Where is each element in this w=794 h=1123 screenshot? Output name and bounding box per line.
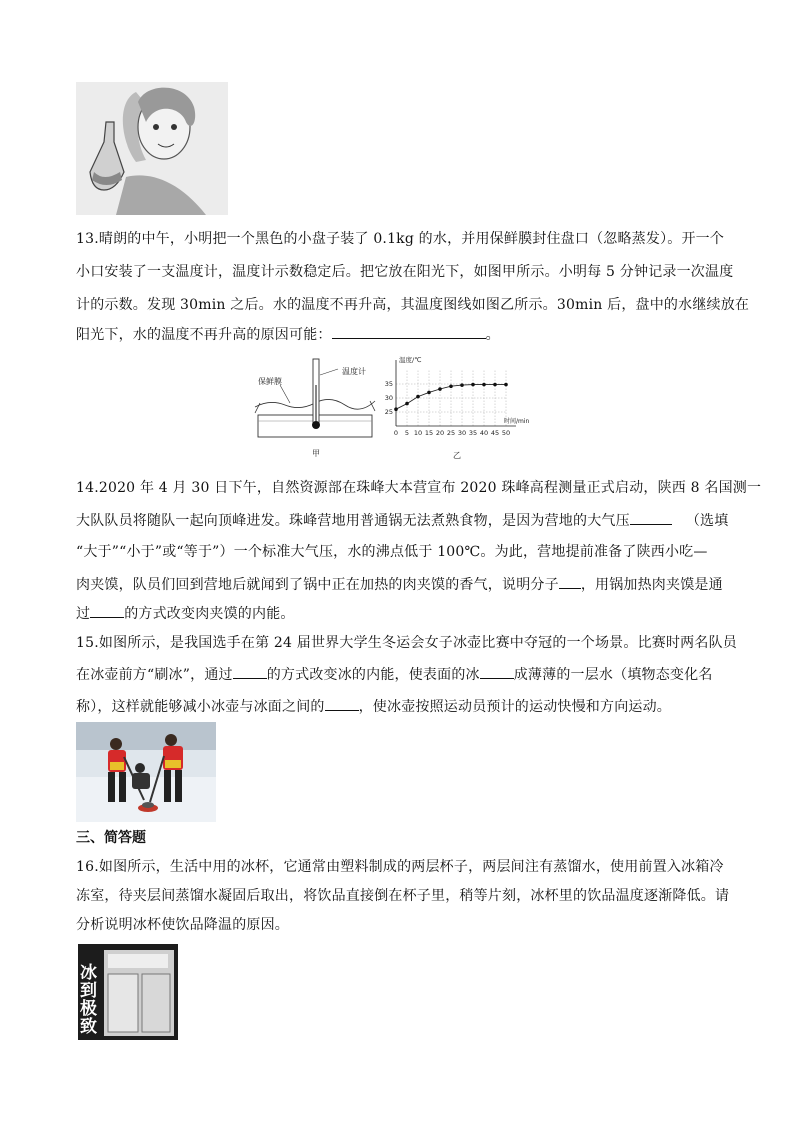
x-tick-label: 35	[468, 429, 478, 437]
x-tick-label: 10	[413, 429, 423, 437]
q14-blank-1[interactable]	[630, 510, 672, 525]
data-point	[504, 383, 508, 387]
data-point	[405, 402, 409, 406]
q15-line-3a: 称），这样就能够减小冰壶与冰面之间的	[76, 699, 325, 715]
data-point	[416, 395, 420, 399]
data-point	[427, 391, 431, 395]
x-tick-label: 15	[424, 429, 434, 437]
q13-line-4-text: 阳光下，水的温度不再升高的原因可能：	[76, 327, 332, 343]
q13-answer-blank[interactable]	[332, 324, 486, 339]
q15-blank-1[interactable]	[233, 664, 267, 679]
data-point	[482, 383, 486, 387]
data-point	[449, 384, 453, 388]
q15-blank-2[interactable]	[480, 664, 514, 679]
x-tick-label: 20	[435, 429, 445, 437]
y-axis-label: 温度/℃	[399, 356, 422, 364]
series-line	[396, 385, 506, 410]
ice-cup-photo-text: 冰到极致	[80, 963, 97, 1037]
x-tick-label: 50	[501, 429, 511, 437]
x-tick-label: 25	[446, 429, 456, 437]
figure-jia-caption: 甲	[312, 449, 320, 458]
q14-line-2-end: （选填	[685, 513, 729, 529]
y-tick-label: 30	[384, 394, 393, 402]
data-point	[438, 387, 442, 391]
q15-line-3b: ，使冰壶按照运动员预计的运动快慢和方向运动。	[358, 699, 672, 715]
x-tick-label: 40	[479, 429, 489, 437]
q13-end: 。	[485, 327, 500, 343]
q14-line-4b: ，用锅加热肉夹馍是通	[580, 577, 723, 593]
q14-line-2-text: 大队队员将随队一起向顶峰进发。珠峰营地用普通锅无法煮熟食物，是因为营地的大气压	[76, 513, 630, 529]
data-point	[471, 383, 475, 387]
film-label: 保鲜膜	[258, 377, 282, 386]
q16-line-2: 冻室，待夹层间蒸馏水凝固后取出，将饮品直接倒在杯子里，稍等片刻，冰杯里的饮品温度逐渐降低。请	[76, 888, 730, 904]
section-heading: 三、简答题	[76, 830, 146, 846]
data-point	[394, 407, 398, 411]
q14-line-4a: 肉夹馍，队员们回到营地后就闻到了锅中正在加热的肉夹馍的香气，说明分子	[76, 577, 559, 593]
q14-line-4	[76, 574, 723, 595]
q15-line-2c: 成薄薄的一层水（填物态变化名	[513, 667, 713, 683]
q14-line-3: “大于”“小于”或“等于”）一个标准大气压，水的沸点低于 100℃。为此，营地提前准备了陕西小吃—	[76, 544, 708, 560]
q13-line-2: 小口安装了一支温度计，温度计示数稳定后。把它放在阳光下，如图甲所示。小明每 5 分钟记录一次温度	[76, 264, 734, 280]
q14-blank-2[interactable]	[559, 574, 581, 589]
x-tick-label: 45	[490, 429, 500, 437]
girl-flask-image	[76, 82, 228, 215]
q14-line-5b: 的方式改变肉夹馍的内能。	[124, 606, 295, 622]
q15-line-1: 15.如图所示，是我国选手在第 24 届世界大学生冬运会女子冰壶比赛中夺冠的一个场景。比赛时两名队员	[76, 635, 737, 651]
q14-blank-3[interactable]	[90, 603, 124, 618]
figure-yi-caption: 乙	[453, 451, 461, 460]
x-tick-label: 30	[457, 429, 467, 437]
q14-line-1: 14.2020 年 4 月 30 日下午，自然资源部在珠峰大本营宣布 2020 珠峰高程测量正式启动，陕西 8 名国测一	[76, 480, 762, 496]
curling-photo	[76, 722, 216, 822]
ice-cup-photo	[78, 944, 178, 1040]
data-point	[460, 383, 464, 387]
q15-blank-3[interactable]	[325, 696, 359, 711]
q13-line-4	[76, 324, 500, 345]
q15-line-2	[76, 664, 713, 685]
y-tick-label: 35	[384, 380, 393, 388]
y-tick-label: 25	[384, 408, 393, 416]
q16-line-1: 16.如图所示，生活中用的冰杯，它通常由塑料制成的两层杯子，两层间注有蒸馏水，使用前置入冰箱冷	[76, 859, 724, 875]
thermometer-label: 温度计	[342, 367, 366, 376]
q13-line-3: 计的示数。发现 30min 之后。水的温度不再升高，其温度图线如图乙所示。30min 后，盘中的水继续放在	[76, 297, 750, 313]
x-tick-label: 0	[393, 429, 399, 437]
temperature-chart	[378, 354, 548, 450]
q13-line-1: 13.晴朗的中午，小明把一个黑色的小盘子装了 0.1kg 的水，并用保鲜膜封住盘口（忽略蒸发）。开一个	[76, 231, 725, 247]
data-point	[493, 383, 497, 387]
q15-line-2a: 在冰壶前方“刷冰”，通过	[76, 667, 233, 683]
q14-line-5a: 过	[76, 606, 91, 622]
q16-line-3: 分析说明冰杯使饮品降温的原因。	[76, 917, 289, 933]
x-axis-label: 时间/min	[504, 418, 530, 425]
q15-line-2b: 的方式改变冰的内能，使表面的冰	[266, 667, 480, 683]
x-tick-label: 5	[404, 429, 410, 437]
q14-line-5	[76, 603, 295, 624]
q14-line-2	[76, 510, 728, 531]
q15-line-3	[76, 696, 671, 717]
